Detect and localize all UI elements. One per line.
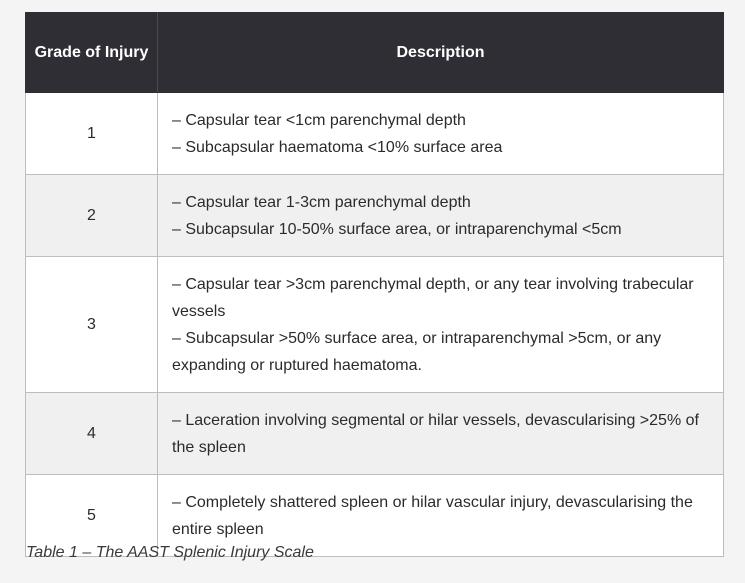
header-description: Description <box>158 13 724 93</box>
injury-scale-table-container <box>25 12 723 557</box>
table-row <box>26 93 724 175</box>
table-header-row <box>26 13 724 93</box>
grade-cell: 4 <box>26 393 158 475</box>
table-row <box>26 175 724 257</box>
grade-cell: 5 <box>26 475 158 557</box>
description-line: – Completely shattered spleen or hilar vascular injury, devascularising the entire spleen <box>172 493 693 538</box>
description-cell <box>158 175 724 257</box>
description-line: – Subcapsular haematoma <10% surface area <box>172 138 503 156</box>
description-line: – Subcapsular >50% surface area, or intraparenchymal >5cm, or any expanding or ruptured haematoma. <box>172 329 662 374</box>
description-line: – Capsular tear >3cm parenchymal depth, or any tear involving trabecular vessels <box>172 275 694 320</box>
description-cell <box>158 257 724 393</box>
grade-cell: 1 <box>26 93 158 175</box>
description-cell <box>158 93 724 175</box>
injury-scale-table <box>25 12 724 557</box>
description-line: – Capsular tear 1-3cm parenchymal depth <box>172 193 471 211</box>
table-row <box>26 393 724 475</box>
description-line: – Capsular tear <1cm parenchymal depth <box>172 111 466 129</box>
header-grade-of-injury: Grade of Injury <box>26 13 158 93</box>
description-cell <box>158 393 724 475</box>
description-line: – Laceration involving segmental or hilar vessels, devascularising >25% of the spleen <box>172 411 699 456</box>
table-row <box>26 257 724 393</box>
grade-cell: 3 <box>26 257 158 393</box>
table-caption: Table 1 – The AAST Splenic Injury Scale <box>26 544 314 561</box>
description-line: – Subcapsular 10-50% surface area, or intraparenchymal <5cm <box>172 220 622 238</box>
grade-cell: 2 <box>26 175 158 257</box>
